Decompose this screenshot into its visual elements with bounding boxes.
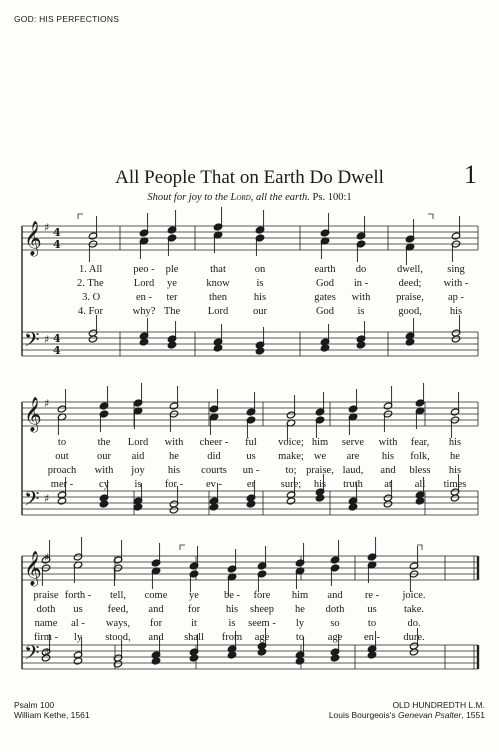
lyric-syllable: ye	[167, 278, 177, 289]
treble-clef-icon: 𝄞	[24, 397, 42, 432]
lyric-syllable: are	[346, 451, 360, 462]
lyric-syllable: and	[327, 590, 343, 601]
note-head	[167, 341, 176, 349]
lyric-syllable: us	[246, 451, 256, 462]
lyric-syllable: ye	[189, 590, 199, 601]
lyric-syllable: him	[291, 590, 309, 601]
lyric-syllable: his	[253, 292, 267, 303]
note-head	[139, 338, 148, 346]
lyric-syllable: is	[134, 479, 142, 490]
lyric-syllable: folk,	[410, 451, 430, 462]
lyric-syllable: do.	[407, 618, 421, 629]
note-head	[255, 347, 264, 355]
lyric-syllable: praise,	[396, 292, 424, 303]
lyric-syllable: from	[221, 632, 243, 643]
phrase-bracket	[428, 214, 433, 219]
footer-composer-year: , 1551	[461, 710, 485, 720]
time-signature-bottom: 4	[53, 344, 61, 357]
lyric-syllable: to	[57, 437, 67, 448]
lyric-syllable: did	[207, 451, 221, 462]
note-head	[405, 338, 414, 346]
lyric-syllable: know	[206, 278, 230, 289]
lyric-syllable: why?	[132, 306, 156, 317]
lyric-syllable: al -	[71, 618, 85, 629]
bass-clef-icon: 𝄢	[24, 487, 40, 515]
lyric-syllable: 3. O	[82, 292, 101, 303]
note-head	[209, 503, 218, 511]
lyric-syllable: him	[311, 437, 329, 448]
lyric-syllable: ple	[165, 264, 179, 275]
lyric-syllable: doth	[36, 604, 56, 615]
lyric-syllable: our	[97, 451, 111, 462]
lyric-syllable: joice.	[402, 590, 426, 601]
lyric-syllable: serve	[341, 437, 365, 448]
lyric-syllable: 4. For	[77, 306, 104, 317]
lyric-syllable: ways,	[105, 618, 131, 629]
lyric-syllable: he	[169, 451, 179, 462]
lyric-syllable: his	[448, 465, 462, 476]
lyric-syllable: in -	[353, 278, 369, 289]
lyric-syllable: re -	[364, 590, 380, 601]
lyric-syllable: his	[167, 465, 181, 476]
note-head	[415, 497, 424, 505]
lyric-syllable: ly	[73, 632, 83, 643]
time-signature-top: 4	[53, 332, 61, 345]
lyric-syllable: be -	[223, 590, 241, 601]
lyric-syllable: with	[351, 292, 371, 303]
note-head	[409, 648, 418, 656]
lyric-syllable: age	[254, 632, 270, 643]
note-head	[189, 654, 198, 662]
footer-left	[14, 700, 90, 720]
footer-right	[329, 700, 485, 720]
lyric-syllable: and	[148, 604, 164, 615]
lyric-syllable: with	[378, 437, 398, 448]
sharp-icon: ♯	[44, 221, 50, 234]
lyric-syllable: times	[443, 479, 467, 490]
lyric-syllable: deed;	[398, 278, 422, 289]
note-head	[99, 500, 108, 508]
lyric-syllable: all	[414, 479, 426, 490]
lyric-syllable: dure.	[403, 632, 425, 643]
lyric-syllable: cy	[99, 479, 109, 490]
lyric-syllable: ap -	[447, 292, 465, 303]
lyric-syllable: then	[208, 292, 228, 303]
lyric-syllable: 1. All	[78, 264, 103, 275]
lyric-syllable: for	[187, 604, 201, 615]
lyric-syllable: age	[327, 632, 343, 643]
note-head	[57, 497, 66, 505]
lyric-syllable: is	[256, 278, 264, 289]
lyric-syllable: seem -	[248, 618, 276, 629]
lyric-syllable: Lord	[207, 306, 229, 317]
lyric-syllable: is	[228, 618, 236, 629]
lyric-syllable: aid	[131, 451, 145, 462]
lyric-syllable: Lord	[127, 437, 149, 448]
lyric-syllable: to	[295, 632, 305, 643]
lyric-syllable: come	[144, 590, 168, 601]
lyric-syllable: ev -	[205, 479, 223, 490]
lyric-syllable: feed,	[107, 604, 129, 615]
note-head	[450, 494, 459, 502]
sharp-icon: ♯	[44, 646, 50, 659]
note-head	[451, 335, 460, 343]
lyric-syllable: ter	[166, 292, 178, 303]
lyric-syllable: his	[448, 437, 462, 448]
lyric-syllable: for	[149, 618, 163, 629]
lyric-syllable: shall	[184, 632, 204, 643]
lyric-syllable: his	[381, 451, 395, 462]
lyric-syllable: is	[357, 306, 365, 317]
lyric-syllable: his	[313, 479, 327, 490]
footer-tune: OLD HUNDREDTH L.M.	[392, 700, 485, 710]
phrase-bracket	[180, 545, 185, 550]
lyric-syllable: cheer -	[199, 437, 229, 448]
lyric-syllable: good,	[398, 306, 422, 317]
lyric-syllable: en -	[135, 292, 153, 303]
lyric-syllable: courts	[201, 465, 227, 476]
lyric-syllable: so	[330, 618, 340, 629]
footer-author: William Kethe, 1561	[14, 710, 90, 720]
note-head	[246, 500, 255, 508]
note-head	[320, 344, 329, 352]
lyric-syllable: stood,	[105, 632, 131, 643]
lyric-syllable: er	[246, 479, 256, 490]
lyric-syllable: out	[55, 451, 69, 462]
note-head	[169, 506, 178, 514]
lyric-syllable: ly	[295, 618, 305, 629]
note-head	[367, 651, 376, 659]
time-signature-bottom: 4	[53, 238, 61, 251]
lyric-syllable: forth -	[64, 590, 92, 601]
note-head	[73, 657, 82, 665]
lyric-syllable: do	[355, 264, 367, 275]
lyric-syllable: and	[380, 465, 396, 476]
lyric-syllable: gates	[314, 292, 336, 303]
lyric-syllable: God	[315, 278, 335, 289]
sharp-icon: ♯	[44, 333, 50, 346]
lyric-syllable: the	[97, 437, 111, 448]
lyric-syllable: make;	[278, 451, 304, 462]
lyric-syllable: that	[210, 264, 226, 275]
lyric-syllable: to;	[285, 465, 297, 476]
lyric-syllable: with -	[443, 278, 469, 289]
lyric-syllable: God	[315, 306, 335, 317]
note-head	[286, 497, 295, 505]
lyric-syllable: The	[163, 306, 181, 317]
lyric-syllable: our	[253, 306, 267, 317]
lyric-syllable: sure;	[280, 479, 302, 490]
treble-clef-icon: 𝄞	[24, 221, 42, 256]
lyric-syllable: his	[225, 604, 239, 615]
lyric-syllable: doth	[325, 604, 345, 615]
footer-composer-name: Louis Bourgeois's	[328, 710, 399, 720]
lyric-syllable: praise	[33, 590, 59, 601]
lyric-syllable: he	[450, 451, 460, 462]
lyric-syllable: proach	[47, 465, 77, 476]
lyric-syllable: firm -	[33, 632, 59, 643]
footer-composer	[329, 710, 485, 720]
lyric-syllable: truth	[343, 479, 363, 490]
lyric-syllable: fore	[253, 590, 271, 601]
lyric-syllable: mer -	[50, 479, 74, 490]
note-head	[213, 344, 222, 352]
lyric-syllable: us	[73, 604, 83, 615]
lyric-syllable: at	[384, 479, 392, 490]
lyric-syllable: peo -	[133, 264, 155, 275]
note-head	[330, 654, 339, 662]
lyric-syllable: ful	[245, 437, 257, 448]
lyric-syllable: with	[164, 437, 184, 448]
epigraph-text: Shout for joy to the	[147, 192, 231, 203]
footer-psalm: Psalm 100	[14, 700, 55, 710]
lyric-syllable: fear,	[410, 437, 430, 448]
lyric-syllable: us	[367, 604, 377, 615]
lyric-syllable: he	[295, 604, 305, 615]
note-head	[88, 335, 97, 343]
hymn-title: All People That on Earth Do Dwell	[115, 167, 384, 188]
treble-clef-icon: 𝄞	[24, 551, 42, 586]
lyric-syllable: take.	[403, 604, 425, 615]
lyric-syllable: name	[34, 618, 58, 629]
epigraph-lord: Lord	[230, 192, 251, 203]
lyric-syllable: en -	[363, 632, 381, 643]
lyric-syllable: for -	[164, 479, 184, 490]
lyric-syllable: un -	[242, 465, 260, 476]
note-head	[315, 494, 324, 502]
epigraph-rest: , all the earth.	[250, 192, 310, 203]
footer-composer-source: Genevan Psalter	[398, 710, 462, 720]
note-head	[227, 651, 236, 659]
lyric-syllable: earth	[314, 264, 336, 275]
note-head	[356, 341, 365, 349]
lyric-syllable: sing	[447, 264, 465, 275]
section-header: GOD: HIS PERFECTIONS	[14, 14, 120, 24]
bass-clef-icon: 𝄢	[24, 328, 40, 356]
phrase-bracket	[78, 214, 83, 219]
epigraph-reference: Ps. 100:1	[312, 192, 352, 203]
lyric-syllable: joy	[131, 465, 145, 476]
note-head	[151, 657, 160, 665]
note-head	[348, 503, 357, 511]
lyric-syllable: it	[191, 618, 197, 629]
lyric-syllable: sheep	[250, 604, 274, 615]
time-signature-top: 4	[53, 226, 61, 239]
sharp-icon: ♯	[44, 492, 50, 505]
lyric-syllable: we	[313, 451, 327, 462]
lyric-syllable: and	[148, 632, 164, 643]
lyric-syllable: bless	[409, 465, 431, 476]
hymn-number: 1	[464, 160, 477, 189]
lyric-syllable: praise,	[306, 465, 334, 476]
lyric-syllable: voice;	[278, 437, 304, 448]
lyric-syllable: with	[94, 465, 114, 476]
sharp-icon: ♯	[44, 551, 50, 564]
lyric-syllable: dwell,	[397, 264, 423, 275]
lyric-syllable: Lord	[133, 278, 155, 289]
lyric-syllable: laud,	[342, 465, 364, 476]
lyric-syllable: to	[367, 618, 377, 629]
lyric-syllable: on	[254, 264, 266, 275]
note-head	[133, 503, 142, 511]
note-head	[383, 500, 392, 508]
lyric-syllable: 2. The	[77, 278, 104, 289]
sharp-icon: ♯	[44, 397, 50, 410]
lyric-syllable: tell,	[109, 590, 127, 601]
note-head	[257, 648, 266, 656]
lyric-syllable: his	[449, 306, 463, 317]
bass-clef-icon: 𝄢	[24, 641, 40, 669]
note-head	[295, 657, 304, 665]
